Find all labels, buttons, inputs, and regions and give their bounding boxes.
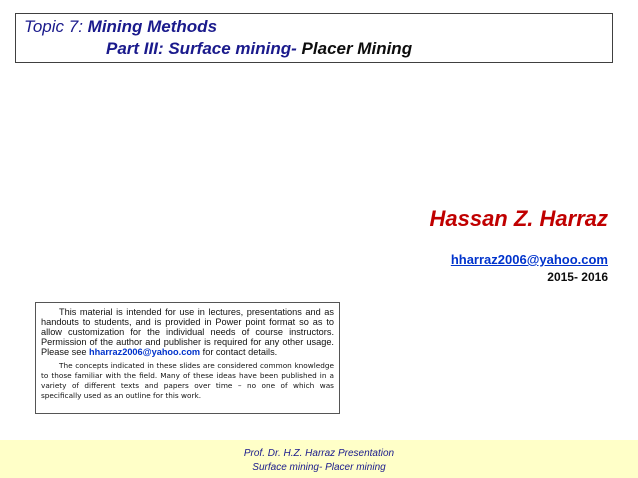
- footer-topic: Surface mining- Placer mining: [252, 462, 386, 473]
- disclaimer-text-before: This material is intended for use in lectures, presentations and as handouts to students, and is provided in Power point format so as to allow customization for the individual needs of course instructors. Permission of the author and publisher is required for any other usage. Please see: [41, 307, 334, 357]
- topic-title: [24, 17, 217, 37]
- disclaimer-box: [35, 302, 340, 414]
- disclaimer-email-link[interactable]: hharraz2006@yahoo.com: [89, 347, 201, 357]
- academic-year: 2015- 2016: [547, 270, 608, 284]
- footer-presenter: Prof. Dr. H.Z. Harraz Presentation: [243, 448, 395, 459]
- part-emphasis: Placer Mining: [301, 39, 413, 58]
- disclaimer-paragraph-concepts: The concepts indicated in these slides are considered common knowledge to those familiar with the field. Many of these ideas have been published in a variety of different texts and papers over time – no one of which was specifically used as an outline for this work.: [41, 361, 334, 400]
- disclaimer-paragraph-usage: [41, 307, 334, 357]
- part-title: [106, 39, 412, 59]
- topic-name: Mining Methods: [87, 17, 218, 36]
- topic-prefix: Topic 7:: [24, 17, 83, 36]
- part-line: Part III: Surface mining-: [106, 39, 302, 58]
- title-box: [15, 13, 613, 63]
- author-name: Hassan Z. Harraz: [429, 206, 608, 231]
- footer-bar: [0, 440, 638, 478]
- disclaimer-text-after: for contact details.: [200, 347, 278, 357]
- author-email-link[interactable]: hharraz2006@yahoo.com: [450, 252, 608, 267]
